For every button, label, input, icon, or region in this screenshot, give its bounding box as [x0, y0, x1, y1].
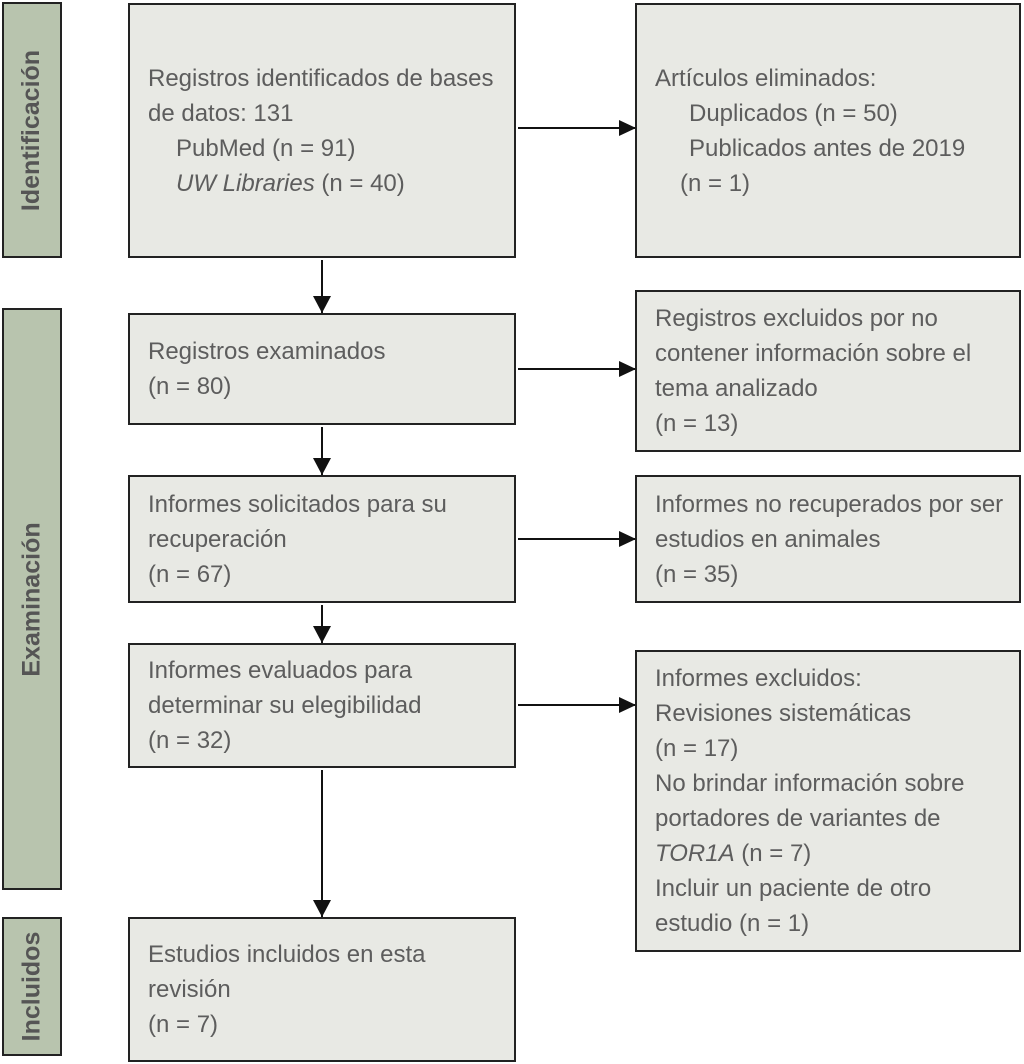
arrow-right-icon — [518, 127, 635, 129]
box-reports-sought: Informes solicitados para su recuperación (n = 67) — [128, 475, 516, 603]
arrow-down-icon — [321, 260, 323, 313]
stage-bar-included — [2, 917, 62, 1056]
stage-label-included: Incluidos — [17, 931, 46, 1042]
stage-label-screening: Examinación — [17, 521, 46, 677]
box-reports-excluded: Informes excluidos: Revisiones sistemáticas (n = 17) No brindar información sobre portadores de variantes de TOR1A (n = 7) Incluir un paciente de otro estudio (n = 1) — [635, 650, 1021, 952]
arrow-down-icon — [321, 770, 323, 917]
box-reports-not-retrieved: Informes no recuperados por ser estudios en animales (n = 35) — [635, 475, 1021, 603]
arrow-right-icon — [518, 368, 635, 370]
box-reports-assessed: Informes evaluados para determinar su elegibilidad (n = 32) — [128, 643, 516, 768]
box-records-excluded: Registros excluidos por no contener información sobre el tema analizado (n = 13) — [635, 290, 1021, 452]
box-records-screened: Registros examinados (n = 80) — [128, 313, 516, 425]
box-studies-included: Estudios incluidos en esta revisión (n = 7) — [128, 917, 516, 1062]
box-articles-removed: Artículos eliminados: Duplicados (n = 50) Publicados antes de 2019 (n = 1) — [635, 3, 1021, 258]
box-records-identified: Registros identificados de bases de datos: 131 PubMed (n = 91) UW Libraries (n = 40) — [128, 3, 516, 258]
arrow-right-icon — [518, 704, 635, 706]
arrow-down-icon — [321, 427, 323, 475]
stage-label-identification: Identificación — [17, 49, 46, 211]
arrow-down-icon — [321, 605, 323, 643]
stage-bar-identification — [2, 2, 62, 258]
stage-bar-screening — [2, 308, 62, 890]
arrow-right-icon — [518, 538, 635, 540]
